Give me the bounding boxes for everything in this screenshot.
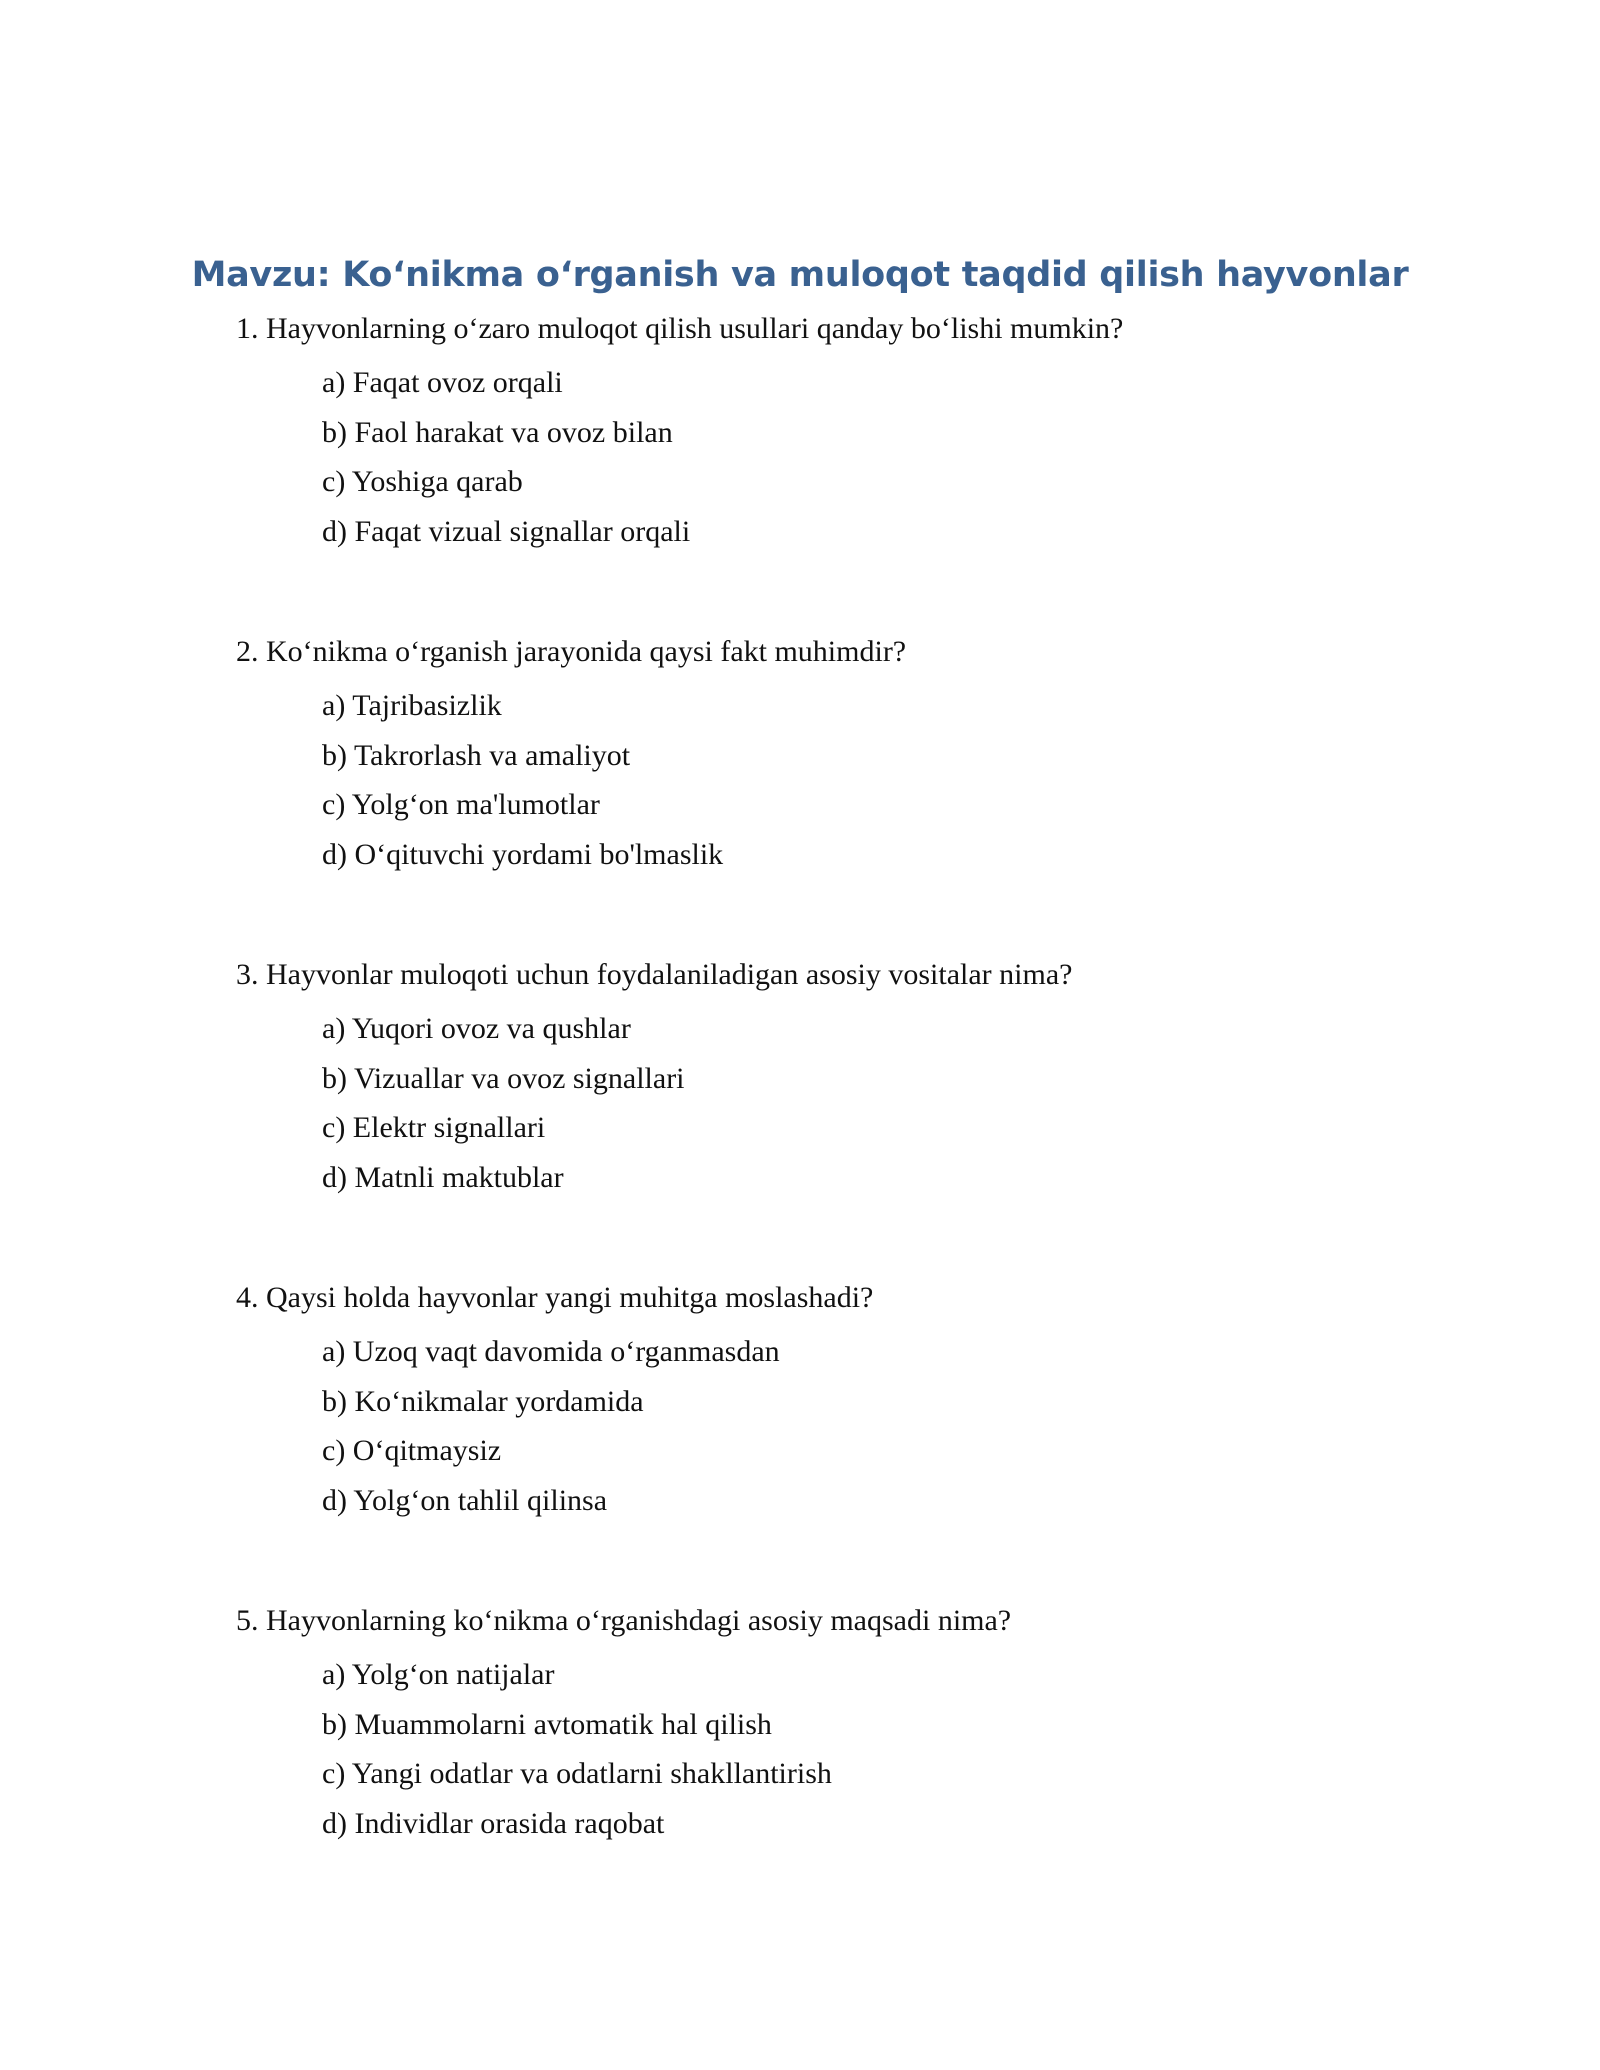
question-4 (236, 1278, 873, 1530)
question-text: 5. Hayvonlarning koʻnikma oʻrganishdagi asosiy maqsadi nima? (236, 1604, 1012, 1637)
question-text: 2. Koʻnikma oʻrganish jarayonida qaysi fakt muhimdir? (236, 635, 907, 668)
option-list (322, 363, 1123, 561)
question-3 (236, 955, 1072, 1207)
option-d: d) Individlar orasida raqobat (322, 1806, 665, 1840)
option-c: c) Yangi odatlar va odatlarni shakllantirish (322, 1757, 832, 1790)
question-5 (236, 1601, 1011, 1853)
option-list (322, 1009, 1072, 1207)
option-d: d) Faqat vizual signallar orqali (322, 514, 691, 548)
option-c: c) Yolgʻon ma'lumotlar (322, 788, 600, 821)
page-title: Mavzu: Koʻnikma oʻrganish va muloqot taqdid qilish hayvonlar (191, 255, 1409, 295)
option-a: a) Yolgʻon natijalar (322, 1658, 555, 1691)
option-list (322, 686, 906, 884)
question-text: 4. Qaysi holda hayvonlar yangi muhitga moslashadi? (236, 1281, 874, 1314)
option-list (322, 1332, 873, 1530)
question-text: 3. Hayvonlar muloqoti uchun foydalaniladigan asosiy vositalar nima? (236, 958, 1073, 991)
option-list (322, 1655, 1011, 1853)
option-a: a) Faqat ovoz orqali (322, 366, 563, 399)
option-b: b) Takrorlash va amaliyot (322, 738, 631, 772)
option-a: a) Yuqori ovoz va qushlar (322, 1012, 631, 1045)
question-2 (236, 632, 906, 884)
option-b: b) Vizuallar va ovoz signallari (322, 1061, 685, 1095)
option-a: a) Tajribasizlik (322, 689, 502, 722)
option-d: d) Oʻqituvchi yordami bo'lmaslik (322, 837, 724, 871)
option-d: d) Yolgʻon tahlil qilinsa (322, 1483, 608, 1517)
option-d: d) Matnli maktublar (322, 1160, 564, 1194)
question-1 (236, 309, 1123, 561)
option-a: a) Uzoq vaqt davomida oʻrganmasdan (322, 1335, 780, 1368)
option-c: c) Elektr signallari (322, 1111, 546, 1144)
option-b: b) Faol harakat va ovoz bilan (322, 415, 673, 449)
question-text: 1. Hayvonlarning oʻzaro muloqot qilish usullari qanday boʻlishi mumkin? (236, 312, 1124, 345)
option-b: b) Muammolarni avtomatik hal qilish (322, 1707, 772, 1741)
option-b: b) Koʻnikmalar yordamida (322, 1384, 644, 1418)
option-c: c) Oʻqitmaysiz (322, 1434, 502, 1467)
option-c: c) Yoshiga qarab (322, 465, 523, 498)
